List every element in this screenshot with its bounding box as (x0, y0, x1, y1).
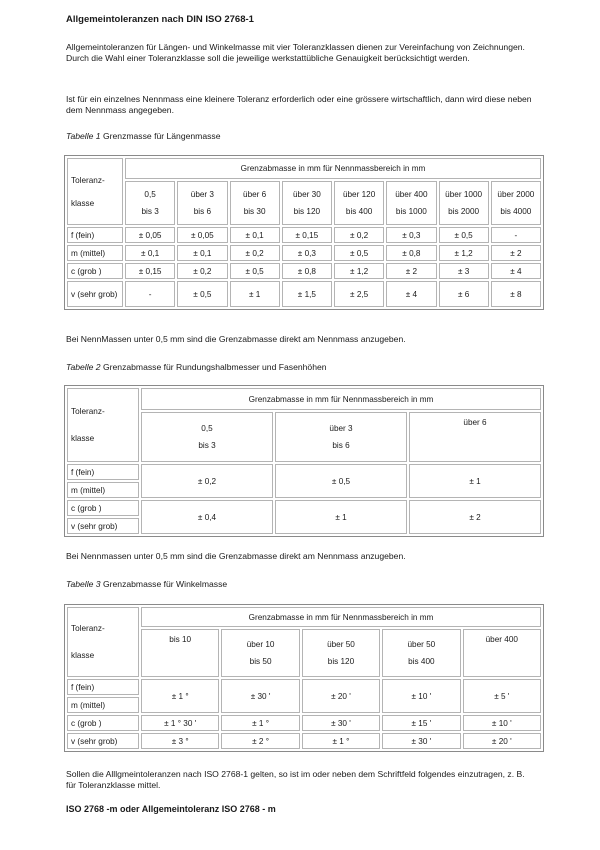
table2-cell: ± 1 (275, 500, 407, 534)
table3-cell: ± 1 ° (302, 733, 380, 749)
table3-cell: ± 30 ' (382, 733, 460, 749)
table3-range: über 10 bis 50 (221, 629, 299, 677)
table3-range: bis 10 (141, 629, 219, 677)
table1-row (67, 263, 541, 279)
table2-span-header: Grenzabmasse in mm für Nennmassbereich in mm (141, 388, 541, 410)
table2-cell: ± 1 (409, 464, 541, 498)
table2-radius-tolerances (64, 385, 544, 537)
table1-cell: ± 0,5 (334, 245, 384, 261)
table1-cell: ± 6 (439, 281, 489, 307)
designation-example: ISO 2768 -m oder Allgemeintoleranz ISO 2768 - m (66, 804, 276, 814)
table3-cell: ± 20 ' (302, 679, 380, 713)
table1-cell: ± 0,2 (230, 245, 280, 261)
table1-row-label: v (sehr grob) (67, 281, 123, 307)
table1-cell: ± 0,1 (125, 245, 175, 261)
table2-row-label: f (fein) (67, 464, 139, 480)
table1-cell: ± 2 (386, 263, 436, 279)
table1-cell: ± 1,5 (282, 281, 332, 307)
table1-cell: ± 1 (230, 281, 280, 307)
table3-row-label: m (mittel) (67, 697, 139, 713)
table3-cell: ± 2 ° (221, 733, 299, 749)
table3-row-label: f (fein) (67, 679, 139, 695)
table1-cell: ± 3 (439, 263, 489, 279)
table3-cell: ± 20 ' (463, 733, 541, 749)
table1-cell: ± 0,15 (125, 263, 175, 279)
table2-cell: ± 0,4 (141, 500, 273, 534)
table1-row (67, 227, 541, 243)
table1-cell: ± 0,15 (282, 227, 332, 243)
table1-range: über 30 bis 120 (282, 181, 332, 225)
table2-range: 0,5 bis 3 (141, 412, 273, 462)
table3-row-label: v (sehr grob) (67, 733, 139, 749)
table3-cell: ± 10 ' (382, 679, 460, 713)
table3-range: über 50 bis 120 (302, 629, 380, 677)
table3-cell: ± 1 ° (221, 715, 299, 731)
table1-cell: ± 0,8 (386, 245, 436, 261)
table1-cell: - (491, 227, 541, 243)
table2-cell: ± 0,2 (141, 464, 273, 498)
table2-row-label: m (mittel) (67, 482, 139, 498)
table1-cell: ± 0,2 (334, 227, 384, 243)
table3-cell: ± 1 ° (141, 679, 219, 713)
table2-cell: ± 2 (409, 500, 541, 534)
table1-range: über 120 bis 400 (334, 181, 384, 225)
table3-cell: ± 15 ' (382, 715, 460, 731)
table1-cell: ± 0,1 (177, 245, 227, 261)
table1-cell: ± 0,1 (230, 227, 280, 243)
table2-row-label: c (grob ) (67, 500, 139, 516)
table3-cell: ± 1 ° 30 ' (141, 715, 219, 731)
table1-cell: - (125, 281, 175, 307)
closing-paragraph: Sollen die Alllgmeintoleranzen nach ISO 2768-1 gelten, so ist im oder neben dem Schriftfeld folgendes einzutragen, z. B. für Toleranzklasse mittel. (66, 769, 525, 790)
table1-row (67, 245, 541, 261)
table3-range: über 50 bis 400 (382, 629, 460, 677)
table1-row-label: m (mittel) (67, 245, 123, 261)
table1-cell: ± 0,3 (282, 245, 332, 261)
table1-cell: ± 1,2 (334, 263, 384, 279)
table1-row-label: c (grob ) (67, 263, 123, 279)
table1-cell: ± 8 (491, 281, 541, 307)
table2-range: über 3 bis 6 (275, 412, 407, 462)
table1-cell: ± 0,8 (282, 263, 332, 279)
table3-span-header: Grenzabmasse in mm für Nennmassbereich in mm (141, 607, 541, 627)
table3-cell: ± 3 ° (141, 733, 219, 749)
table1-cell: ± 1,2 (439, 245, 489, 261)
table3-cell: ± 30 ' (221, 679, 299, 713)
table1-note: Bei NennMassen unter 0,5 mm sind die Grenzabmasse direkt am Nennmass anzugeben. (66, 334, 406, 344)
table2-cell: ± 0,5 (275, 464, 407, 498)
table3-range: über 400 (463, 629, 541, 677)
table1-range: über 1000 bis 2000 (439, 181, 489, 225)
table1-cell: ± 2,5 (334, 281, 384, 307)
table1-span-header: Grenzabmasse in mm für Nennmassbereich in mm (125, 158, 541, 179)
table1-caption: Tabelle 1 Grenzmasse für Längenmasse (66, 131, 221, 141)
table1-cell: ± 2 (491, 245, 541, 261)
table2-row-label: v (sehr grob) (67, 518, 139, 534)
table1-row (67, 281, 541, 307)
table1-cell: ± 0,2 (177, 263, 227, 279)
table2-class-header: Toleranz- klasse (67, 388, 139, 462)
table3-class-header: Toleranz- klasse (67, 607, 139, 677)
table1-range: über 6 bis 30 (230, 181, 280, 225)
table1-cell: ± 0,5 (230, 263, 280, 279)
table1-cell: ± 0,3 (386, 227, 436, 243)
table2-note: Bei Nennmassen unter 0,5 mm sind die Grenzabmasse direkt am Nennmass anzugeben. (66, 551, 406, 561)
table1-cell: ± 0,05 (177, 227, 227, 243)
table3-angle-tolerances (64, 604, 544, 752)
intro-paragraph-1: Allgemeintoleranzen für Längen- und Winkelmasse mit vier Toleranzklassen dienen zur Vereinfachung von Zeichnungen. Durch die Wahl einer Toleranzklasse soll die jeweilige werkstattübliche Genauigkeit berücksichtigt werden. (66, 42, 525, 63)
table3-caption: Tabelle 3 Grenzabmasse für Winkelmasse (66, 579, 228, 589)
table3-cell: ± 30 ' (302, 715, 380, 731)
table1-row-label: f (fein) (67, 227, 123, 243)
table1-cell: ± 0,5 (439, 227, 489, 243)
table1-length-tolerances (64, 155, 544, 310)
table1-class-header: Toleranz- klasse (67, 158, 123, 225)
table1-range: über 400 bis 1000 (386, 181, 436, 225)
table2-caption: Tabelle 2 Grenzabmasse für Rundungshalbmesser und Fasenhöhen (66, 362, 327, 372)
table1-range: 0,5 bis 3 (125, 181, 175, 225)
table1-range: über 2000 bis 4000 (491, 181, 541, 225)
table3-row-label: c (grob ) (67, 715, 139, 731)
table3-cell: ± 10 ' (463, 715, 541, 731)
document-title: Allgemeintoleranzen nach DIN ISO 2768-1 (66, 14, 254, 25)
table1-cell: ± 0,5 (177, 281, 227, 307)
table1-cell: ± 0,05 (125, 227, 175, 243)
intro-paragraph-2: Ist für ein einzelnes Nennmass eine kleinere Toleranz erforderlich oder eine grössere wirtschaftlich, dann wird diese neben dem Nennmass angegeben. (66, 94, 532, 115)
table1-range: über 3 bis 6 (177, 181, 227, 225)
table1-cell: ± 4 (386, 281, 436, 307)
table3-cell: ± 5 ' (463, 679, 541, 713)
table2-range: über 6 (409, 412, 541, 462)
table1-cell: ± 4 (491, 263, 541, 279)
